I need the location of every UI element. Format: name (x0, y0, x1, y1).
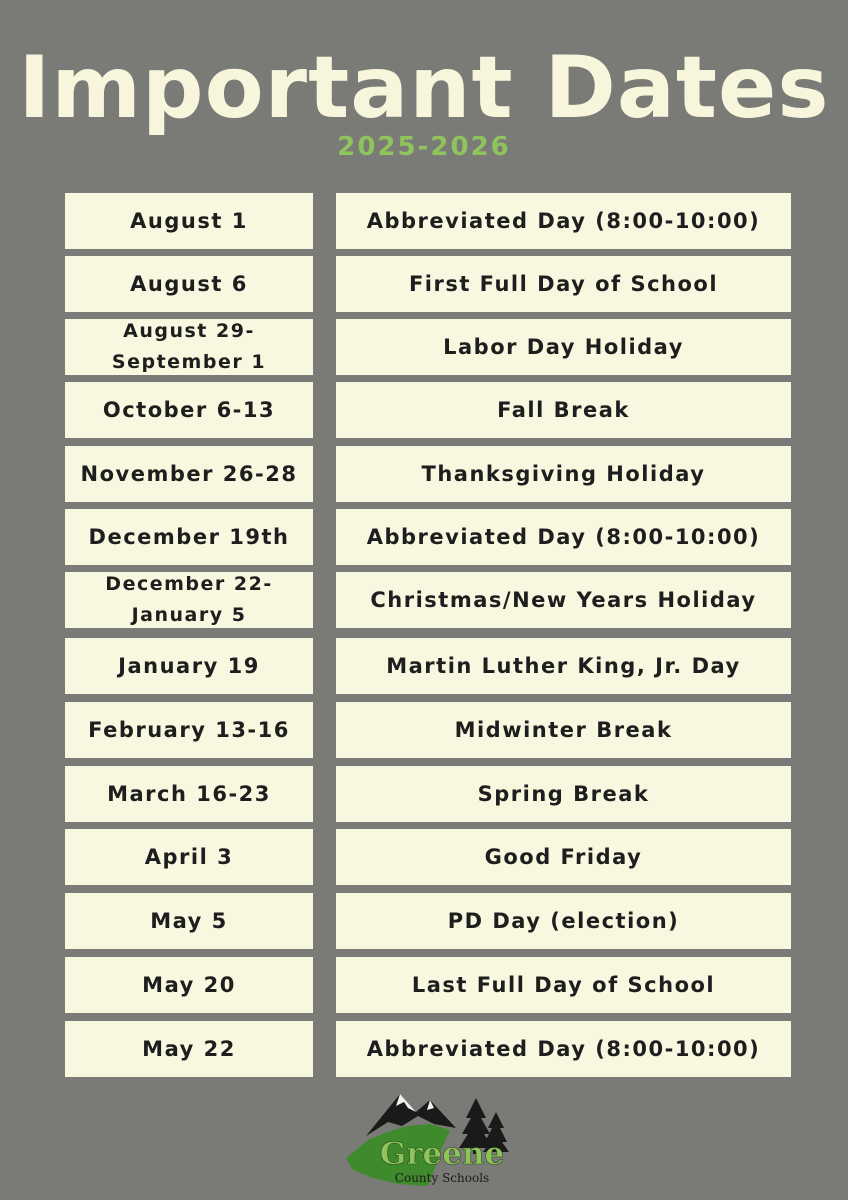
event-cell (336, 446, 791, 502)
event-text: Christmas/New Years Holiday (370, 588, 757, 612)
event-cell (336, 957, 791, 1013)
event-cell (336, 766, 791, 822)
event-cell (336, 572, 791, 628)
event-text: Fall Break (497, 398, 630, 422)
event-text: Abbreviated Day (8:00-10:00) (366, 1037, 761, 1061)
date-cell (65, 572, 313, 628)
event-cell (336, 193, 791, 249)
event-text: PD Day (election) (447, 909, 680, 933)
date-text: April 3 (144, 845, 234, 869)
event-text: Martin Luther King, Jr. Day (386, 654, 741, 678)
date-cell (65, 509, 313, 565)
date-text: December 22- January 5 (105, 573, 273, 626)
event-text: Thanksgiving Holiday (421, 462, 706, 486)
date-text: December 19th (88, 525, 290, 549)
event-text: Spring Break (477, 782, 650, 806)
logo-name: Greene (379, 1136, 505, 1172)
greene-county-schools-logo (338, 1086, 513, 1190)
event-text: First Full Day of School (408, 272, 719, 296)
event-cell (336, 1021, 791, 1077)
date-cell (65, 829, 313, 885)
event-text: Good Friday (484, 845, 643, 869)
date-cell (65, 638, 313, 694)
date-text: January 19 (118, 654, 260, 678)
date-text: October 6-13 (102, 398, 276, 422)
date-cell (65, 702, 313, 758)
event-cell (336, 893, 791, 949)
event-cell (336, 702, 791, 758)
date-cell (65, 319, 313, 375)
event-cell (336, 638, 791, 694)
event-cell (336, 829, 791, 885)
event-cell (336, 256, 791, 312)
event-text: Labor Day Holiday (443, 335, 684, 359)
date-text: May 20 (142, 973, 236, 997)
date-cell (65, 256, 313, 312)
date-text: August 6 (130, 272, 248, 296)
school-year: 2025-2026 (337, 132, 511, 162)
event-text: Abbreviated Day (8:00-10:00) (366, 525, 761, 549)
event-text: Abbreviated Day (8:00-10:00) (366, 209, 761, 233)
date-cell (65, 193, 313, 249)
date-cell (65, 957, 313, 1013)
event-cell (336, 382, 791, 438)
date-cell (65, 766, 313, 822)
event-text: Midwinter Break (454, 718, 673, 742)
date-text: February 13-16 (88, 718, 290, 742)
event-cell (336, 319, 791, 375)
date-text: November 26-28 (80, 462, 298, 486)
date-cell (65, 446, 313, 502)
date-text: March 16-23 (107, 782, 271, 806)
date-text: August 29- September 1 (111, 320, 267, 373)
date-cell (65, 893, 313, 949)
date-text: May 5 (150, 909, 228, 933)
date-cell (65, 382, 313, 438)
logo-subtitle: County Schools (394, 1171, 490, 1185)
event-cell (336, 509, 791, 565)
date-text: August 1 (130, 209, 248, 233)
date-text: May 22 (142, 1037, 236, 1061)
event-text: Last Full Day of School (411, 973, 716, 997)
page-title: Important Dates (18, 38, 830, 138)
date-cell (65, 1021, 313, 1077)
